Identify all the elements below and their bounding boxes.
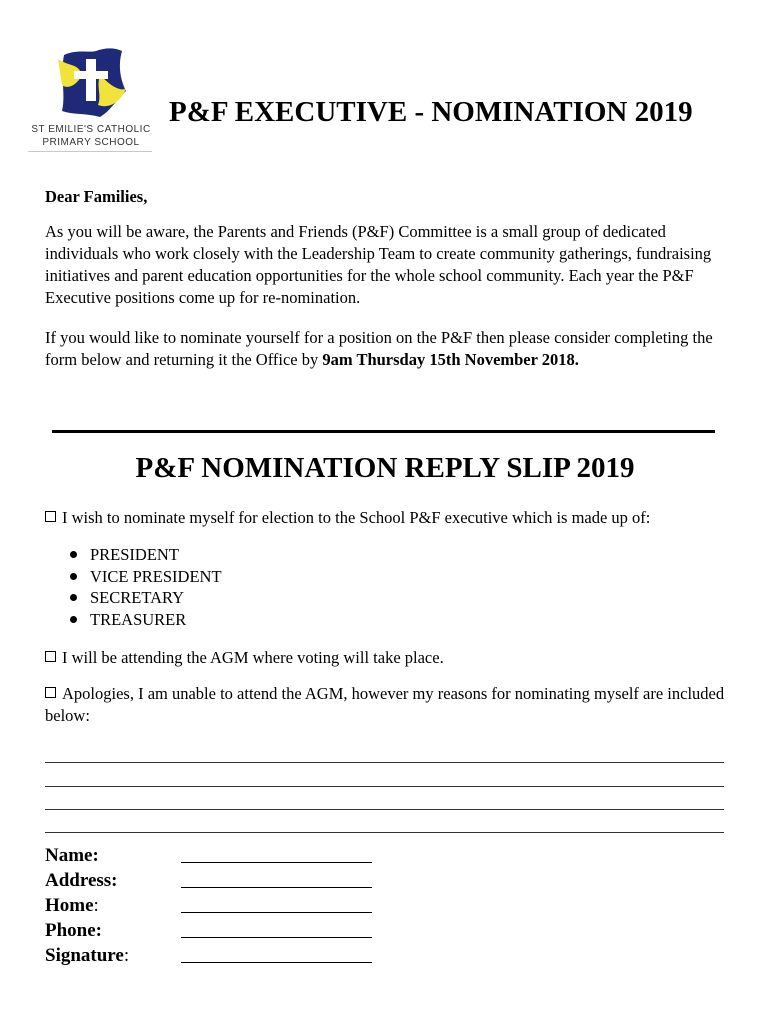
school-logo [26,45,156,155]
deadline-text: 9am Thursday 15th November 2018. [322,350,579,369]
option-nominate-label: I wish to nominate myself for election to the School P&F executive which is made up of: [62,508,651,527]
nominate-checkbox[interactable] [45,511,56,522]
roles-list [68,544,222,630]
list-item [68,587,222,609]
intro-paragraph: As you will be aware, the Parents and Friends (P&F) Committee is a small group of dedicated individuals who work closely with the Leadership Team to create community gatherings, fundraising initiatives and parent education opportunities for the whole school community. Each year the P&F Executive positions come up for re-nomination. [45,222,712,307]
reason-line-3[interactable] [45,809,724,810]
home-field[interactable] [181,912,372,913]
school-crest-icon [56,45,128,119]
signature-field-label: Signature: [45,945,130,966]
option-attend-label: I will be attending the AGM where voting will take place. [62,648,444,667]
option-apologies[interactable] [45,683,735,727]
instruction-paragraph [45,327,735,371]
name-field[interactable] [181,862,372,863]
role-label: PRESIDENT [90,545,179,564]
name-field-label: Name: [45,845,99,866]
role-label: SECRETARY [90,588,185,607]
role-label: TREASURER [90,609,187,629]
signature-field[interactable] [181,962,372,963]
list-item [68,544,222,566]
list-item [68,566,222,588]
bullet-icon [70,594,77,601]
address-field-label: Address: [45,870,118,891]
page-title: P&F EXECUTIVE - NOMINATION 2019 [169,96,693,128]
bullet-icon [70,573,77,580]
bullet-icon [70,551,77,558]
address-field[interactable] [181,887,372,888]
reason-line-4[interactable] [45,832,724,833]
reply-slip-title: P&F NOMINATION REPLY SLIP 2019 [135,452,635,484]
phone-field[interactable] [181,937,372,938]
role-label: VICE PRESIDENT [90,566,222,586]
option-apologies-label: Apologies, I am unable to attend the AGM, however my reasons for nominating myself are included below: [45,684,725,725]
attend-checkbox[interactable] [45,651,56,662]
section-divider [52,430,715,433]
bullet-icon [70,616,77,623]
option-nominate[interactable] [45,507,735,529]
greeting: Dear Families, [45,187,148,206]
home-field-label: Home: [45,895,99,916]
logo-underline [28,151,152,152]
logo-school-name-line1: ST EMILIE'S CATHOLIC [31,124,151,135]
logo-school-name-line2: PRIMARY SCHOOL [42,137,140,148]
reason-line-2[interactable] [45,786,724,787]
option-attend[interactable] [45,647,735,669]
instruction-text: If you would like to nominate yourself for a position on the P&F then please consider completing the form below and returning it the Office by [45,328,713,369]
list-item [68,609,222,631]
reason-line-1[interactable] [45,762,724,763]
phone-field-label: Phone: [45,920,102,941]
apologies-checkbox[interactable] [45,687,56,698]
